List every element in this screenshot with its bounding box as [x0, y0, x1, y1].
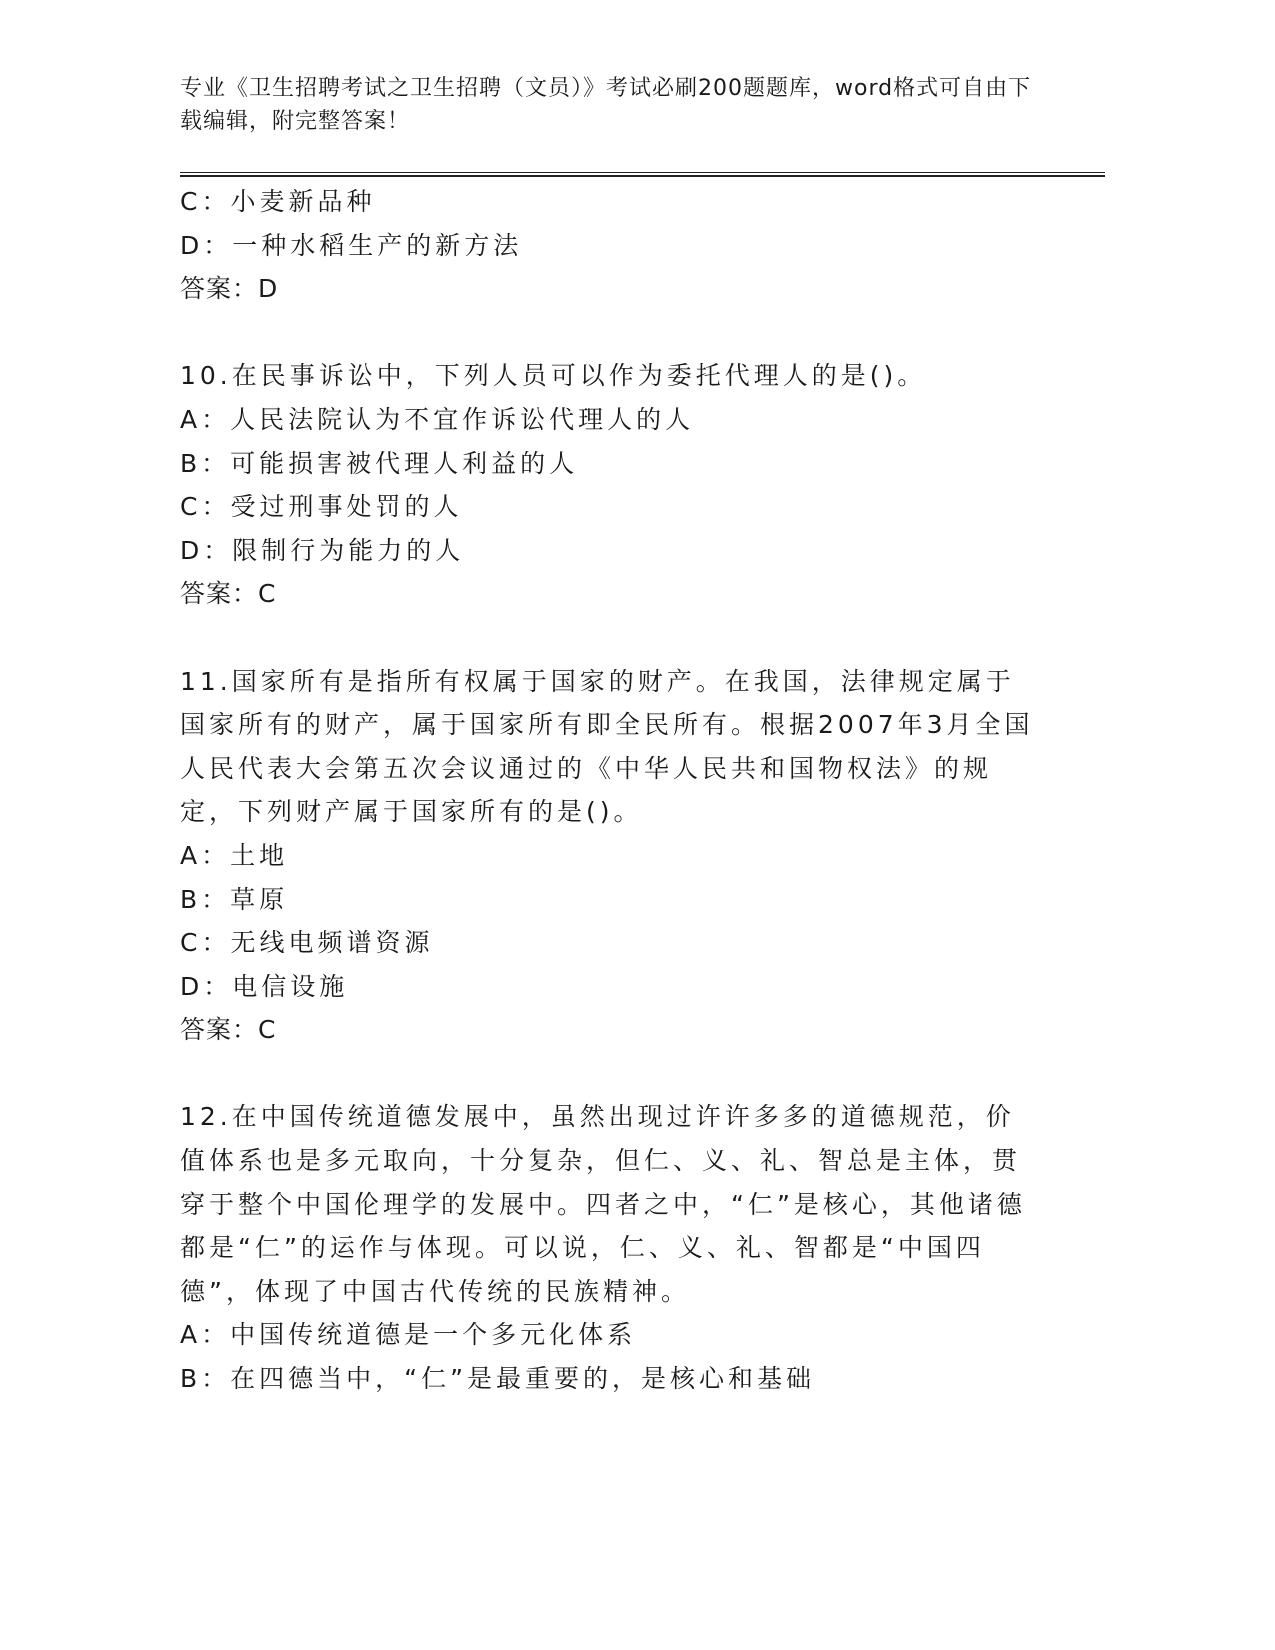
document-body	[180, 180, 1040, 1401]
q12-option-a: A：中国传统道德是一个多元化体系	[180, 1320, 637, 1350]
q10-option-d: D：限制行为能力的人	[180, 535, 465, 565]
q11-answer: 答案：C	[180, 1015, 277, 1045]
q10-option-b: B：可能损害被代理人利益的人	[180, 448, 579, 478]
spacer	[180, 311, 1040, 355]
q10-answer: 答案：C	[180, 579, 277, 609]
q9-option-d: D：一种水稻生产的新方法	[180, 230, 523, 260]
spacer	[180, 616, 1040, 660]
q11-option-b: B：草原	[180, 884, 289, 914]
q9-option-c: C：小麦新品种	[180, 187, 376, 216]
header-divider	[180, 172, 1105, 177]
document-header: 专业《卫生招聘考试之卫生招聘（文员）》考试必刷200题题库，word格式可自由下载编辑，附完整答案！	[180, 76, 1032, 134]
q11-stem: 11.国家所有是指所有权属于国家的财产。在我国，法律规定属于国家所有的财产，属于国家所有即全民所有。根据2007年3月全国人民代表大会第五次会议通过的《中华人民共和国物权法》的规定，下列财产属于国家所有的是()。	[180, 666, 1034, 827]
q12-stem: 12.在中国传统道德发展中，虽然出现过许许多多的道德规范，价值体系也是多元取向，十分复杂，但仁、义、礼、智总是主体，贯穿于整个中国伦理学的发展中。四者之中，“仁”是核心，其他诸德都是“仁”的运作与体现。可以说，仁、义、礼、智都是“中国四德”，体现了中国古代传统的民族精神。	[180, 1102, 1026, 1306]
q10-option-c: C：受过刑事处罚的人	[180, 492, 463, 522]
spacer	[180, 1052, 1040, 1096]
q12-option-b: B：在四德当中，“仁”是最重要的，是核心和基础	[180, 1364, 816, 1394]
q11-option-d: D：电信设施	[180, 971, 349, 1001]
document-page	[180, 0, 1105, 1650]
q11-option-a: A：土地	[180, 840, 289, 870]
q10-stem: 10.在民事诉讼中，下列人员可以作为委托代理人的是()。	[180, 361, 927, 391]
q9-answer: 答案：D	[180, 274, 279, 304]
q10-option-a: A：人民法院认为不宜作诉讼代理人的人	[180, 404, 695, 434]
q11-option-c: C：无线电频谱资源	[180, 928, 434, 958]
